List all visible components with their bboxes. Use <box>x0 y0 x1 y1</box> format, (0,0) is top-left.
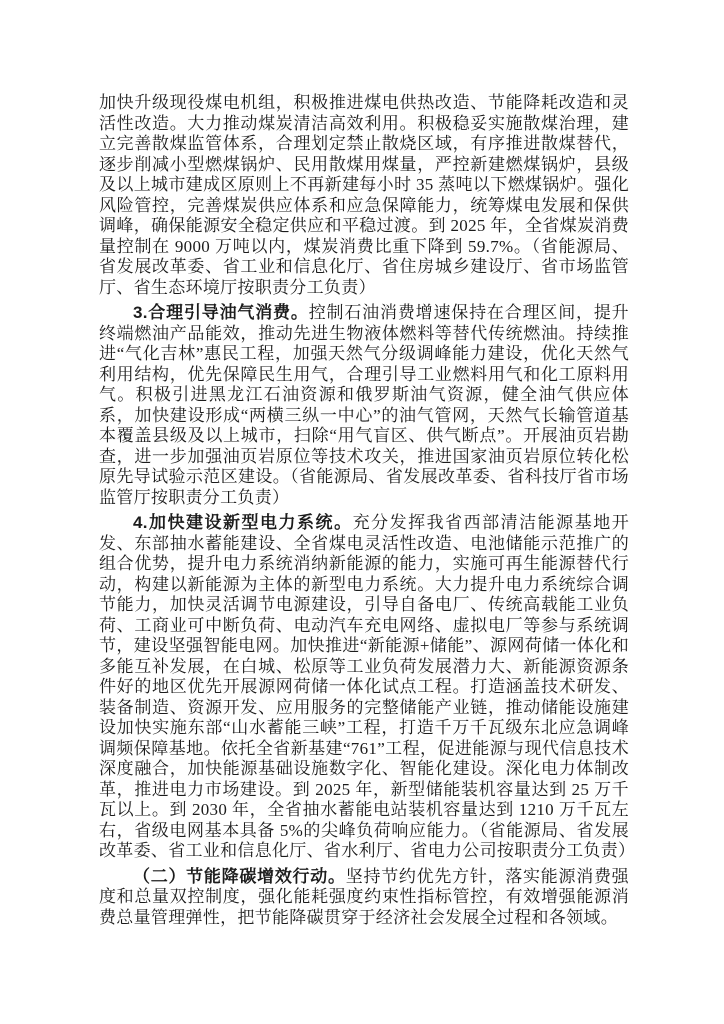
paragraph-oil-gas-consumption <box>99 303 629 508</box>
paragraph-heading: 3.合理引导油气消费。 <box>133 303 309 322</box>
paragraph-text: 坚持节约优先方针，落实能源消费强度和总量双控制度，强化能耗强度约束性指标管控，有效增强能源消费总量管理弹性，把节能降碳贯穿于经济社会发展全过程和各领域。 <box>99 866 629 927</box>
paragraph-energy-saving-carbon-reduction <box>99 867 629 929</box>
paragraph-text: 充分发挥我省西部清洁能源基地开发、东部抽水蓄能建设、全省煤电灵活性改造、电池储能示范推广的组合优势，提升电力系统消纳新能源的能力，实施可再生能源替代行动，构建以新能源为主体的新型电力系统。大力提升电力系统综合调节能力，加快灵活调节电源建设，引导自备电厂、传统高载能工业负荷、工商业可中断负荷、电动汽车充电网络、虚拟电厂等参与系统调节，建设坚强智能电网。加快推进“新能源+储能”、源网荷储一体化和多能互补发展，在白城、松原等工业负荷发展潜力大、新能源资源条件好的地区优先开展源网荷储一体化试点工程。打造涵盖技术研发、装备制造、资源开发、应用服务的完整储能产业链，推动储能设施建设加快实施东部“山水蓄能三峡”工程，打造千万千瓦级东北应急调峰调频保障基地。依托全省新基建“761”工程，促进能源与现代信息技术深度融合，加快能源基础设施数字化、智能化建设。深化电力体制改革，推进电力市场建设。到 2025 年，新型储能装机容量达到 25 万千瓦以上。到 2030 年，全省抽水蓄能电站装机容量达到 1210 万千瓦左右，省级电网基本具备 5%的尖峰负荷响应能力。（省能源局、省发展改革委、省工业和信息化厅、省水利厅、省电力公司按职责分工负责） <box>99 513 636 860</box>
paragraph-heading: （二）节能降碳增效行动。 <box>133 866 346 886</box>
paragraph-text: 控制石油消费增速保持在合理区间，提升终端燃油产品能效，推动先进生物液体燃料等替代传统燃油。持续推进“气化吉林”惠民工程，加强天然气分级调峰能力建设，优化天然气利用结构，优先保障民生用气，合理引导工业燃料用气和化工原料用气。积极引进黑龙江石油资源和俄罗斯油气资源，健全油气供应体系，加快建设形成“两横三纵一中心”的油气管网，天然气长输管道基本覆盖县级及以上城市，扫除“用气盲区、供气断点”。开展油页岩勘查，进一步加强油页岩原位等技术攻关，推进国家油页岩原位转化松原先导试验示范区建设。（省能源局、省发展改革委、省科技厅省市场监管厅按职责分工负责） <box>99 303 629 507</box>
paragraph-text: 加快升级现役煤电机组，积极推进煤电供热改造、节能降耗改造和灵活性改造。大力推动煤炭清洁高效利用。积极稳妥实施散煤治理，建立完善散煤监管体系，合理划定禁止散烧区域，有序推进散煤替代，逐步削减小型燃煤锅炉、民用散煤用煤量，严控新建燃煤锅炉，县级及以上城市建成区原则上不再新建每小时 35 蒸吨以下燃煤锅炉。强化风险管控，完善煤炭供应体系和应急保障能力，统筹煤电发展和保供调峰，确保能源安全稳定供应和平稳过渡。到 2025 年，全省煤炭消费量控制在 9000 万吨以内，煤炭消费比重下降到 59.7%。（省能源局、省发展改革委、省工业和信息化厅、省住房城乡建设厅、省市场监管厅、省生态环境厅按职责分工负责） <box>99 93 629 297</box>
paragraph-heading: 4.加快建设新型电力系统。 <box>133 513 353 532</box>
paragraph-new-power-system <box>99 513 636 862</box>
paragraph-coal-consumption-control <box>99 93 629 298</box>
document-content <box>99 93 636 928</box>
